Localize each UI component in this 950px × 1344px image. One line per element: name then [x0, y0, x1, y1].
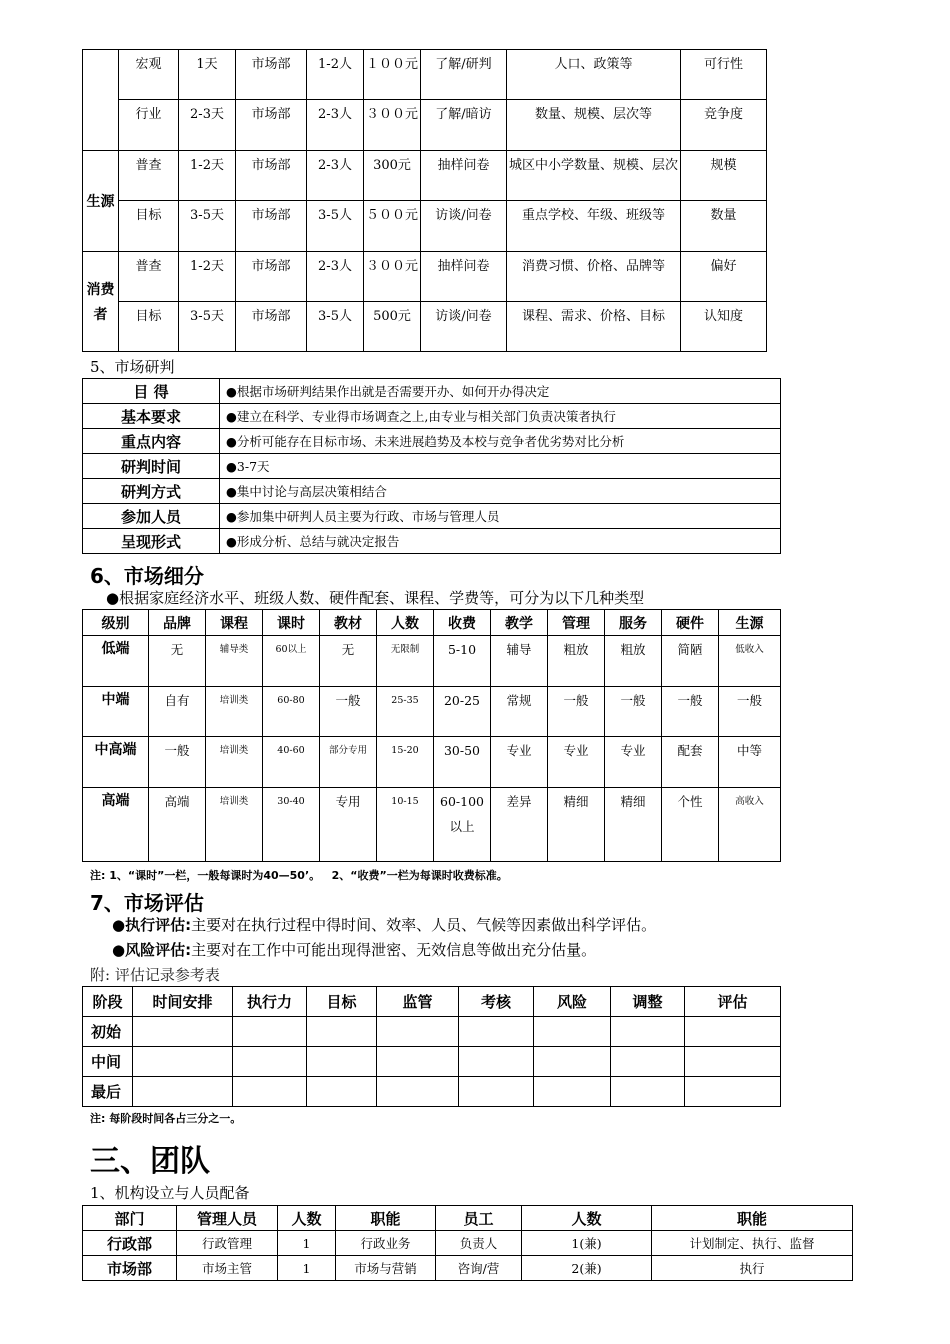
table-cell: 负责人: [436, 1231, 522, 1256]
row-key: 研判时间: [83, 454, 220, 479]
column-header: 人数: [522, 1206, 652, 1231]
column-header: 职能: [652, 1206, 853, 1231]
table-cell: 无: [149, 636, 206, 687]
level-cell: 中端: [83, 687, 149, 737]
empty-cell: [611, 1077, 685, 1107]
empty-cell: [377, 1017, 459, 1047]
group-cell: [83, 50, 119, 151]
cell-dept: 市场部: [236, 100, 307, 151]
table-cell: 低收入: [719, 636, 781, 687]
empty-cell: [133, 1077, 233, 1107]
group-cell: 消费者: [83, 252, 119, 352]
table-cell: 培训类: [206, 788, 263, 862]
risk-eval-text: 主要对在工作中可能出现得泄密、无效信息等做出充分估量。: [191, 941, 597, 959]
column-header: 品牌: [149, 610, 206, 636]
row-value: ●参加集中研判人员主要为行政、市场与管理人员: [220, 504, 781, 529]
table-cell: 2(兼): [522, 1256, 652, 1281]
table-cell: 专业: [491, 737, 548, 788]
empty-cell: [685, 1017, 781, 1047]
cell-cost: 500元: [364, 302, 421, 352]
table-cell: 专业: [548, 737, 605, 788]
table-row: [83, 454, 781, 479]
table-cell: 中等: [719, 737, 781, 788]
cell-cost: １００元: [364, 50, 421, 100]
cell-dept: 市场部: [236, 50, 307, 100]
column-header: 管理: [548, 610, 605, 636]
cell-content: 重点学校、年级、班级等: [507, 201, 681, 252]
cell-days: 1天: [179, 50, 236, 100]
dept-cell: 市场部: [83, 1256, 177, 1281]
cell-cost: ３００元: [364, 100, 421, 151]
risk-eval: [112, 939, 596, 960]
table-cell: 60以上: [263, 636, 320, 687]
row-value: ●分析可能存在目标市场、未来进展趋势及本校与竞争者优劣势对比分析: [220, 429, 781, 454]
staffing-table: [82, 1205, 853, 1281]
stage-cell: 最后: [83, 1077, 133, 1107]
empty-cell: [233, 1017, 307, 1047]
group-cell: 生源: [83, 151, 119, 252]
column-header: 教学: [491, 610, 548, 636]
cell-cost: ３００元: [364, 252, 421, 302]
cell-item: 行业: [119, 100, 179, 151]
column-header: 阶段: [83, 987, 133, 1017]
column-header: 人数: [278, 1206, 336, 1231]
empty-cell: [133, 1017, 233, 1047]
table-cell: 15-20: [377, 737, 434, 788]
cell-people: 2-3人: [307, 151, 364, 201]
column-header: 监管: [377, 987, 459, 1017]
risk-eval-label: ●风险评估:: [112, 941, 192, 959]
cell-days: 3-5天: [179, 201, 236, 252]
table-cell: 精细: [548, 788, 605, 862]
cell-people: 2-3人: [307, 100, 364, 151]
table-cell: 个性: [662, 788, 719, 862]
section-3-subtitle: 1、机构设立与人员配备: [90, 1184, 250, 1202]
cell-cost: 300元: [364, 151, 421, 201]
cell-content: 数量、规模、层次等: [507, 100, 681, 151]
table-cell: 高收入: [719, 788, 781, 862]
empty-cell: [377, 1077, 459, 1107]
row-value: ●根据市场研判结果作出就是否需要开办、如何开办得决定: [220, 379, 781, 404]
table-cell: 1: [278, 1231, 336, 1256]
table-row: [83, 302, 767, 352]
table-row: [83, 687, 781, 737]
column-header: 收费: [434, 610, 491, 636]
table-cell: 培训类: [206, 737, 263, 788]
section-6-note: 注: 1、“课时”一栏，一般每课时为40—50’。 2、“收费”一栏为每课时收费标准。: [90, 869, 508, 882]
table-cell: 一般: [149, 737, 206, 788]
table-cell: 30-40: [263, 788, 320, 862]
section-7-title: 7、市场评估: [90, 891, 204, 915]
evaluation-table: [82, 986, 781, 1107]
table-cell: 20-25: [434, 687, 491, 737]
cell-method: 访谈/问卷: [421, 302, 507, 352]
cell-method: 抽样问卷: [421, 151, 507, 201]
table-cell: 咨询/营: [436, 1256, 522, 1281]
row-value: ●形成分析、总结与就决定报告: [220, 529, 781, 554]
table-cell: 5-10: [434, 636, 491, 687]
row-key: 参加人员: [83, 504, 220, 529]
column-header: 人数: [377, 610, 434, 636]
table-cell: 常规: [491, 687, 548, 737]
row-value: ●建立在科学、专业得市场调查之上,由专业与相关部门负责决策者执行: [220, 404, 781, 429]
table-cell: 辅导类: [206, 636, 263, 687]
cell-content: 消费习惯、价格、品牌等: [507, 252, 681, 302]
column-header: 执行力: [233, 987, 307, 1017]
cell-people: 1-2人: [307, 50, 364, 100]
cell-method: 了解/暗访: [421, 100, 507, 151]
cell-days: 1-2天: [179, 252, 236, 302]
column-header: 目标: [307, 987, 377, 1017]
cell-item: 宏观: [119, 50, 179, 100]
cell-people: 2-3人: [307, 252, 364, 302]
empty-cell: [685, 1047, 781, 1077]
table-cell: 1(兼): [522, 1231, 652, 1256]
empty-cell: [459, 1077, 534, 1107]
cell-dept: 市场部: [236, 302, 307, 352]
empty-cell: [534, 1047, 611, 1077]
table-cell: 一般: [719, 687, 781, 737]
empty-cell: [307, 1017, 377, 1047]
cell-people: 3-5人: [307, 302, 364, 352]
segment-table: [82, 609, 781, 862]
column-header: 职能: [336, 1206, 436, 1231]
table-row: [83, 737, 781, 788]
table-row: [83, 252, 767, 302]
cell-method: 了解/研判: [421, 50, 507, 100]
column-header: 级别: [83, 610, 149, 636]
table-cell: 差异: [491, 788, 548, 862]
cell-item: 目标: [119, 201, 179, 252]
table-row: [83, 479, 781, 504]
cell-goal: 偏好: [681, 252, 767, 302]
level-cell: 低端: [83, 636, 149, 687]
table-row: [83, 636, 781, 687]
table-cell: 行政管理: [177, 1231, 278, 1256]
table-row: [83, 201, 767, 252]
table-cell: 无限制: [377, 636, 434, 687]
empty-cell: [611, 1047, 685, 1077]
cell-dept: 市场部: [236, 151, 307, 201]
cell-goal: 认知度: [681, 302, 767, 352]
cell-content: 课程、需求、价格、目标: [507, 302, 681, 352]
table-cell: 40-60: [263, 737, 320, 788]
column-header: 管理人员: [177, 1206, 278, 1231]
table-row: [83, 504, 781, 529]
row-key: 重点内容: [83, 429, 220, 454]
cell-days: 1-2天: [179, 151, 236, 201]
table-cell: 25-35: [377, 687, 434, 737]
table-cell: 一般: [662, 687, 719, 737]
table-cell: 市场与营销: [336, 1256, 436, 1281]
table-row: [83, 100, 767, 151]
table-cell: 高端: [149, 788, 206, 862]
table-cell: 配套: [662, 737, 719, 788]
research-table: [82, 49, 767, 352]
table-cell: 行政业务: [336, 1231, 436, 1256]
table-row: [83, 788, 781, 862]
cell-goal: 可行性: [681, 50, 767, 100]
level-cell: 高端: [83, 788, 149, 862]
column-header: 部门: [83, 1206, 177, 1231]
cell-dept: 市场部: [236, 201, 307, 252]
table-cell: 10-15: [377, 788, 434, 862]
table-cell: 1: [278, 1256, 336, 1281]
section-6-title: 6、市场细分: [90, 564, 204, 588]
cell-goal: 竞争度: [681, 100, 767, 151]
empty-cell: [459, 1017, 534, 1047]
cell-content: 人口、政策等: [507, 50, 681, 100]
empty-cell: [233, 1047, 307, 1077]
table-row: [83, 404, 781, 429]
column-header: 员工: [436, 1206, 522, 1231]
table-row: [83, 151, 767, 201]
empty-cell: [534, 1077, 611, 1107]
column-header: 风险: [534, 987, 611, 1017]
empty-cell: [133, 1047, 233, 1077]
column-header: 教材: [320, 610, 377, 636]
column-header: 课程: [206, 610, 263, 636]
table-cell: 专用: [320, 788, 377, 862]
appendix-label: 附: 评估记录参考表: [90, 966, 220, 984]
cell-method: 访谈/问卷: [421, 201, 507, 252]
section-5-title: 5、市场研判: [90, 358, 175, 376]
empty-cell: [307, 1047, 377, 1077]
table-row: [83, 1231, 853, 1256]
column-header: 考核: [459, 987, 534, 1017]
table-row: [83, 1256, 853, 1281]
cell-method: 抽样问卷: [421, 252, 507, 302]
section-3-title: 三、团队: [90, 1144, 210, 1179]
section-6-intro: ●根据家庭经济水平、班级人数、硬件配套、课程、学费等，可分为以下几种类型: [106, 589, 645, 607]
table-cell: 辅导: [491, 636, 548, 687]
exec-eval: [112, 914, 656, 935]
table-row: [83, 529, 781, 554]
level-cell: 中高端: [83, 737, 149, 788]
table-cell: 部分专用: [320, 737, 377, 788]
column-header: 调整: [611, 987, 685, 1017]
table-cell: 执行: [652, 1256, 853, 1281]
table-cell: 一般: [320, 687, 377, 737]
cell-item: 目标: [119, 302, 179, 352]
cell-goal: 规模: [681, 151, 767, 201]
cell-cost: ５００元: [364, 201, 421, 252]
empty-cell: [307, 1077, 377, 1107]
cell-days: 3-5天: [179, 302, 236, 352]
row-key: 研判方式: [83, 479, 220, 504]
table-cell: 计划制定、执行、监督: [652, 1231, 853, 1256]
empty-cell: [459, 1047, 534, 1077]
column-header: 时间安排: [133, 987, 233, 1017]
table-cell: 60-100以上: [434, 788, 491, 862]
table-cell: 粗放: [605, 636, 662, 687]
table-cell: 无: [320, 636, 377, 687]
row-value: ●3-7天: [220, 454, 781, 479]
table-cell: 60-80: [263, 687, 320, 737]
stage-cell: 中间: [83, 1047, 133, 1077]
table-cell: 自有: [149, 687, 206, 737]
cell-content: 城区中小学数量、规模、层次: [507, 151, 681, 201]
table-cell: 一般: [548, 687, 605, 737]
section-7-note: 注: 每阶段时间各占三分之一。: [90, 1112, 242, 1125]
table-cell: 一般: [605, 687, 662, 737]
table-row: [83, 379, 781, 404]
table-cell: 简陋: [662, 636, 719, 687]
cell-days: 2-3天: [179, 100, 236, 151]
empty-cell: [534, 1017, 611, 1047]
table-cell: 培训类: [206, 687, 263, 737]
judgment-table: [82, 378, 781, 554]
table-cell: 市场主管: [177, 1256, 278, 1281]
table-row: [83, 1077, 781, 1107]
cell-item: 普查: [119, 151, 179, 201]
table-row: [83, 1047, 781, 1077]
table-row: [83, 429, 781, 454]
column-header: 评估: [685, 987, 781, 1017]
exec-eval-text: 主要对在执行过程中得时间、效率、人员、气候等因素做出科学评估。: [191, 916, 657, 934]
row-key: 呈现形式: [83, 529, 220, 554]
table-cell: 粗放: [548, 636, 605, 687]
column-header: 服务: [605, 610, 662, 636]
row-key: 基本要求: [83, 404, 220, 429]
empty-cell: [685, 1077, 781, 1107]
table-cell: 30-50: [434, 737, 491, 788]
table-cell: 精细: [605, 788, 662, 862]
exec-eval-label: ●执行评估:: [112, 916, 192, 934]
cell-item: 普查: [119, 252, 179, 302]
stage-cell: 初始: [83, 1017, 133, 1047]
empty-cell: [233, 1077, 307, 1107]
column-header: 硬件: [662, 610, 719, 636]
table-row: [83, 1017, 781, 1047]
table-cell: 专业: [605, 737, 662, 788]
empty-cell: [611, 1017, 685, 1047]
cell-people: 3-5人: [307, 201, 364, 252]
column-header: 生源: [719, 610, 781, 636]
table-row: [83, 50, 767, 100]
cell-goal: 数量: [681, 201, 767, 252]
cell-dept: 市场部: [236, 252, 307, 302]
empty-cell: [377, 1047, 459, 1077]
column-header: 课时: [263, 610, 320, 636]
row-value: ●集中讨论与高层决策相结合: [220, 479, 781, 504]
dept-cell: 行政部: [83, 1231, 177, 1256]
row-key: 目 得: [83, 379, 220, 404]
